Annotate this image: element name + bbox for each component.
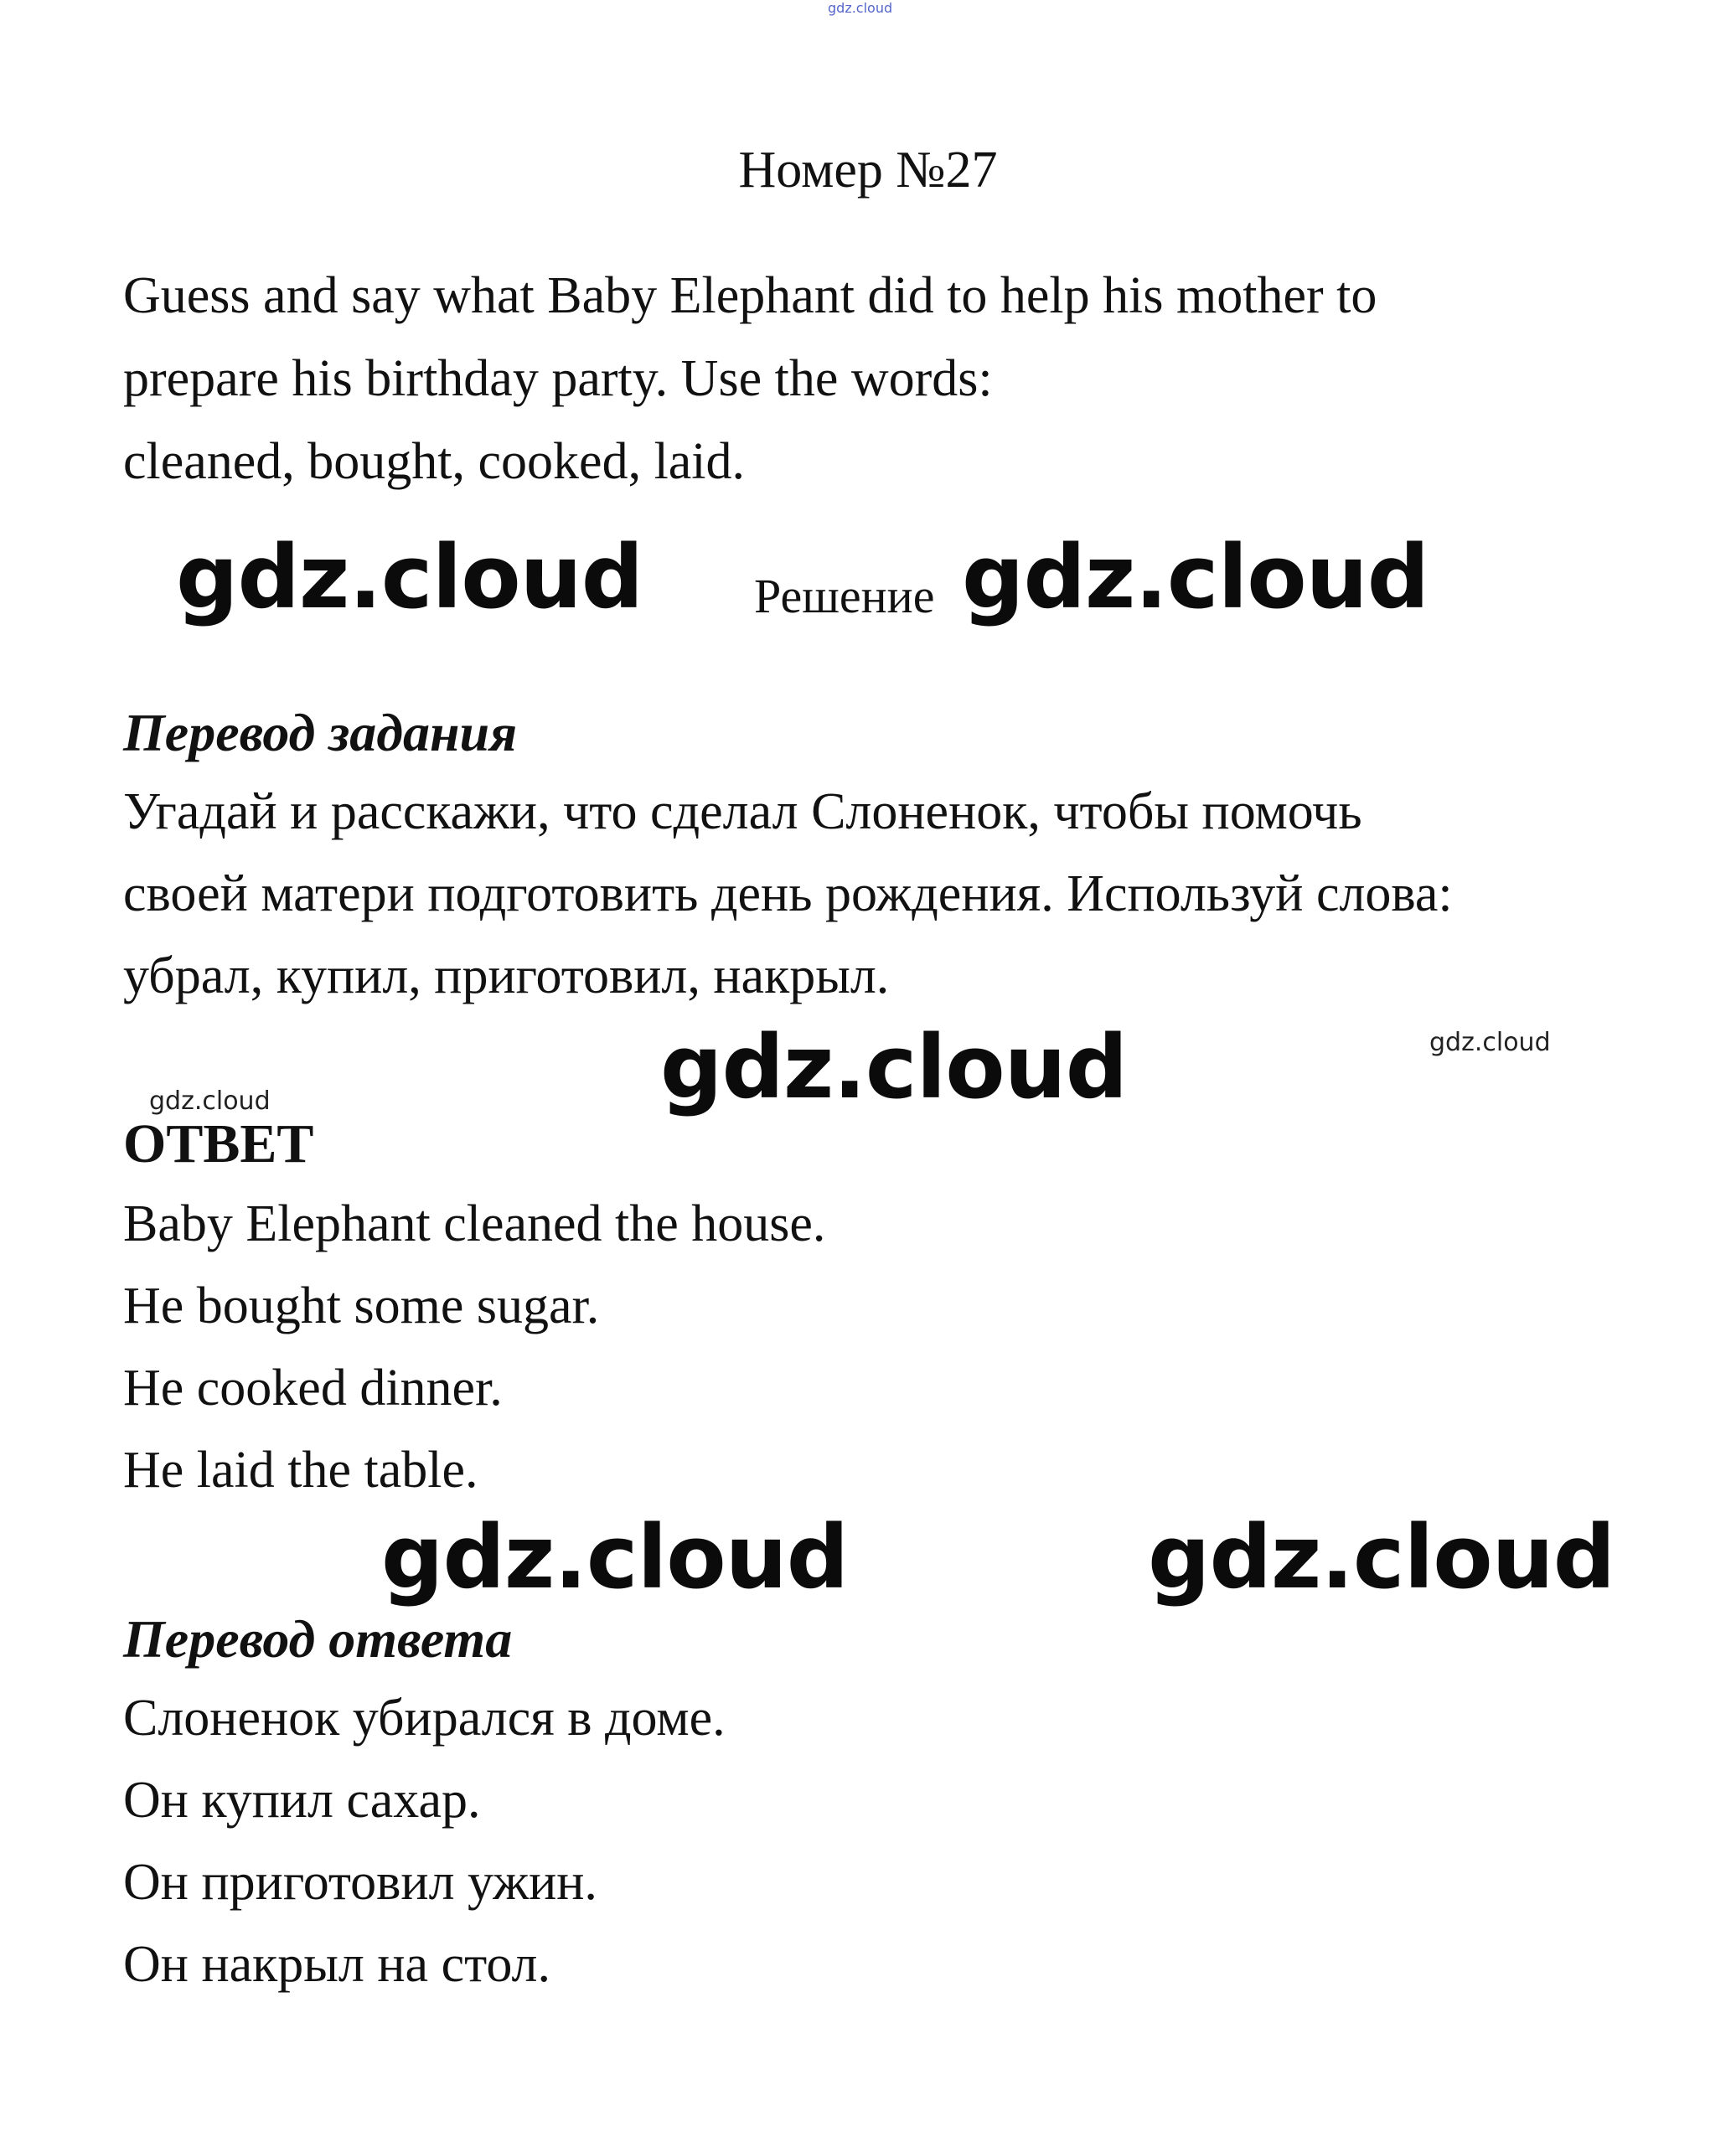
answer-line-3: He cooked dinner. [123, 1360, 503, 1417]
page-title: Номер №27 [738, 142, 998, 199]
translation-task-line-1: Угадай и расскажи, что сделал Слоненок, чтобы помочь [123, 783, 1362, 840]
watermark-big-4: gdz.cloud [381, 1506, 849, 1608]
answer-line-1: Baby Elephant cleaned the house. [123, 1195, 826, 1252]
task-line-3: cleaned, bought, cooked, laid. [123, 433, 746, 490]
watermark-top: gdz.cloud [828, 0, 893, 16]
watermark-small-2: gdz.cloud [149, 1086, 271, 1116]
watermark-small-1: gdz.cloud [1429, 1028, 1551, 1057]
task-line-2: prepare his birthday party. Use the words: [123, 350, 993, 407]
translation-answer-line-1: Слоненок убирался в доме. [123, 1690, 726, 1747]
task-line-1: Guess and say what Baby Elephant did to help his mother to [123, 267, 1377, 324]
translation-answer-line-4: Он накрыл на стол. [123, 1936, 550, 1993]
watermark-big-5: gdz.cloud [1148, 1506, 1615, 1608]
translation-answer-line-2: Он купил сахар. [123, 1772, 481, 1829]
translation-task-heading: Перевод задания [123, 703, 518, 762]
answer-line-2: He bought some sugar. [123, 1277, 600, 1334]
translation-task-line-3: убрал, купил, приготовил, накрыл. [123, 947, 890, 1004]
watermark-big-3: gdz.cloud [660, 1016, 1128, 1118]
translation-answer-line-3: Он приготовил ужин. [123, 1854, 597, 1911]
translation-answer-heading: Перевод ответа [123, 1609, 513, 1669]
translation-task-line-2: своей матери подготовить день рождения. Используй слова: [123, 865, 1453, 922]
watermark-big-2: gdz.cloud [962, 526, 1429, 628]
watermark-big-1: gdz.cloud [176, 526, 643, 628]
answer-heading: ОТВЕТ [123, 1113, 314, 1174]
solution-label: Решение [754, 569, 935, 623]
answer-line-4: He laid the table. [123, 1442, 478, 1499]
